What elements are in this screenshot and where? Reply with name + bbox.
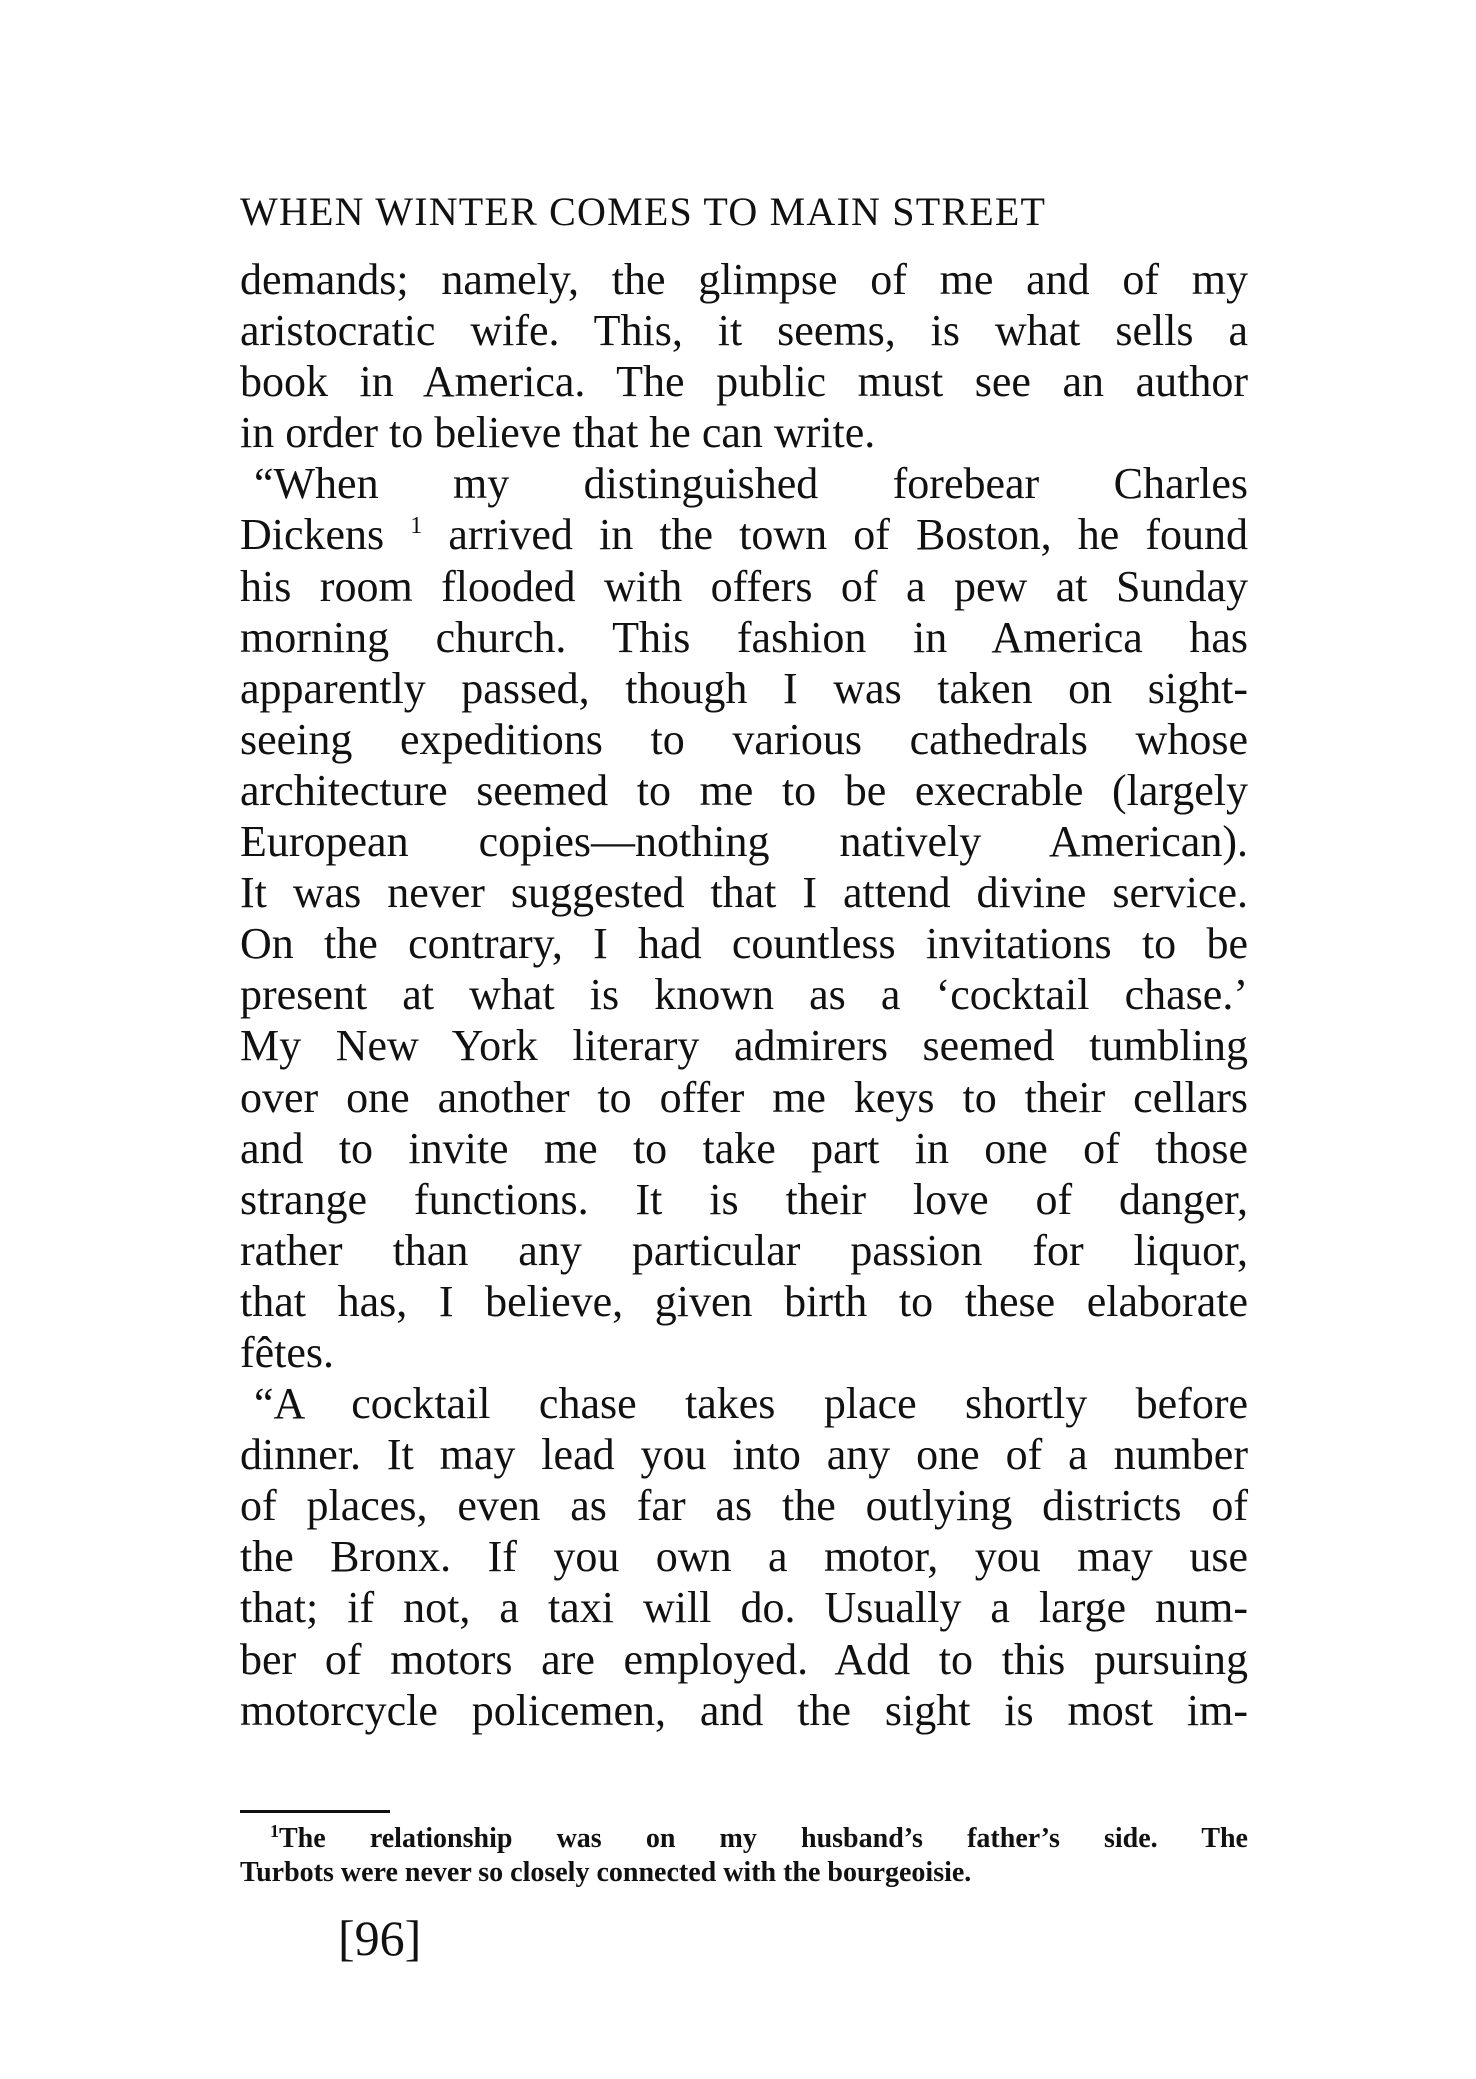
text-line: demands; namely, the glimpse of me and of my	[240, 255, 1248, 304]
text-line: the Bronx. If you own a motor, you may use	[240, 1532, 1248, 1582]
text-line: ber of motors are employed. Add to this pursuing	[240, 1634, 1248, 1684]
footnote-text: The relationship was on my husband’s father’s side. The	[279, 1823, 1248, 1854]
paragraph-first-line: “A cocktail chase takes place shortly before	[254, 1379, 1248, 1429]
text-line: over one another to offer me keys to their cellars	[240, 1072, 1248, 1122]
text-line: that has, I believe, given birth to these elaborate	[240, 1276, 1248, 1326]
text-line: motorcycle policemen, and the sight is most im-	[240, 1685, 1248, 1735]
text-fragment: Dickens	[240, 510, 411, 560]
text-line: seeing expeditions to various cathedrals whose	[240, 714, 1248, 764]
text-line: European copies—nothing natively American).	[240, 817, 1248, 867]
footnote-reference: 1	[410, 513, 423, 540]
paragraph-first-line: “When my distinguished forebear Charles	[254, 459, 1248, 509]
text-line: his room flooded with offers of a pew at Sunday	[240, 561, 1248, 611]
text-line: morning church. This fashion in America has	[240, 612, 1248, 662]
text-line: On the contrary, I had countless invitations to be	[240, 919, 1248, 969]
text-line: aristocratic wife. This, it seems, is what sells a	[240, 306, 1248, 356]
text-line: in order to believe that he can write.	[240, 408, 876, 458]
text-line: It was never suggested that I attend divine service.	[240, 868, 1248, 918]
text-line: of places, even as far as the outlying districts of	[240, 1481, 1248, 1531]
footnote-line	[240, 1822, 1248, 1856]
footnote-line: Turbots were never so closely connected with the bourgeoisie.	[240, 1857, 972, 1888]
text-line: book in America. The public must see an author	[240, 357, 1248, 407]
text-line: rather than any particular passion for liquor,	[240, 1225, 1248, 1275]
text-line: and to invite me to take part in one of those	[240, 1123, 1248, 1173]
running-head: WHEN WINTER COMES TO MAIN STREET	[240, 189, 1047, 234]
text-line: apparently passed, though I was taken on sight-	[240, 663, 1248, 713]
footnote	[240, 1822, 1248, 1890]
body-text	[240, 254, 1248, 1736]
footnote-marker: 1	[270, 1821, 279, 1841]
footnote-divider	[240, 1810, 390, 1813]
text-line: My New York literary admirers seemed tumbling	[240, 1021, 1248, 1071]
text-line: architecture seemed to me to be execrable (largely	[240, 765, 1248, 815]
text-line: dinner. It may lead you into any one of a number	[240, 1430, 1248, 1480]
text-line	[240, 509, 1248, 560]
text-line: strange functions. It is their love of danger,	[240, 1174, 1248, 1224]
text-line: present at what is known as a ‘cocktail chase.’	[240, 970, 1248, 1020]
page-number: [96]	[338, 1910, 422, 1966]
text-line: that; if not, a taxi will do. Usually a large num-	[240, 1583, 1248, 1633]
text-line: fêtes.	[240, 1327, 335, 1377]
text-fragment: arrived in the town of Boston, he found	[422, 510, 1248, 560]
